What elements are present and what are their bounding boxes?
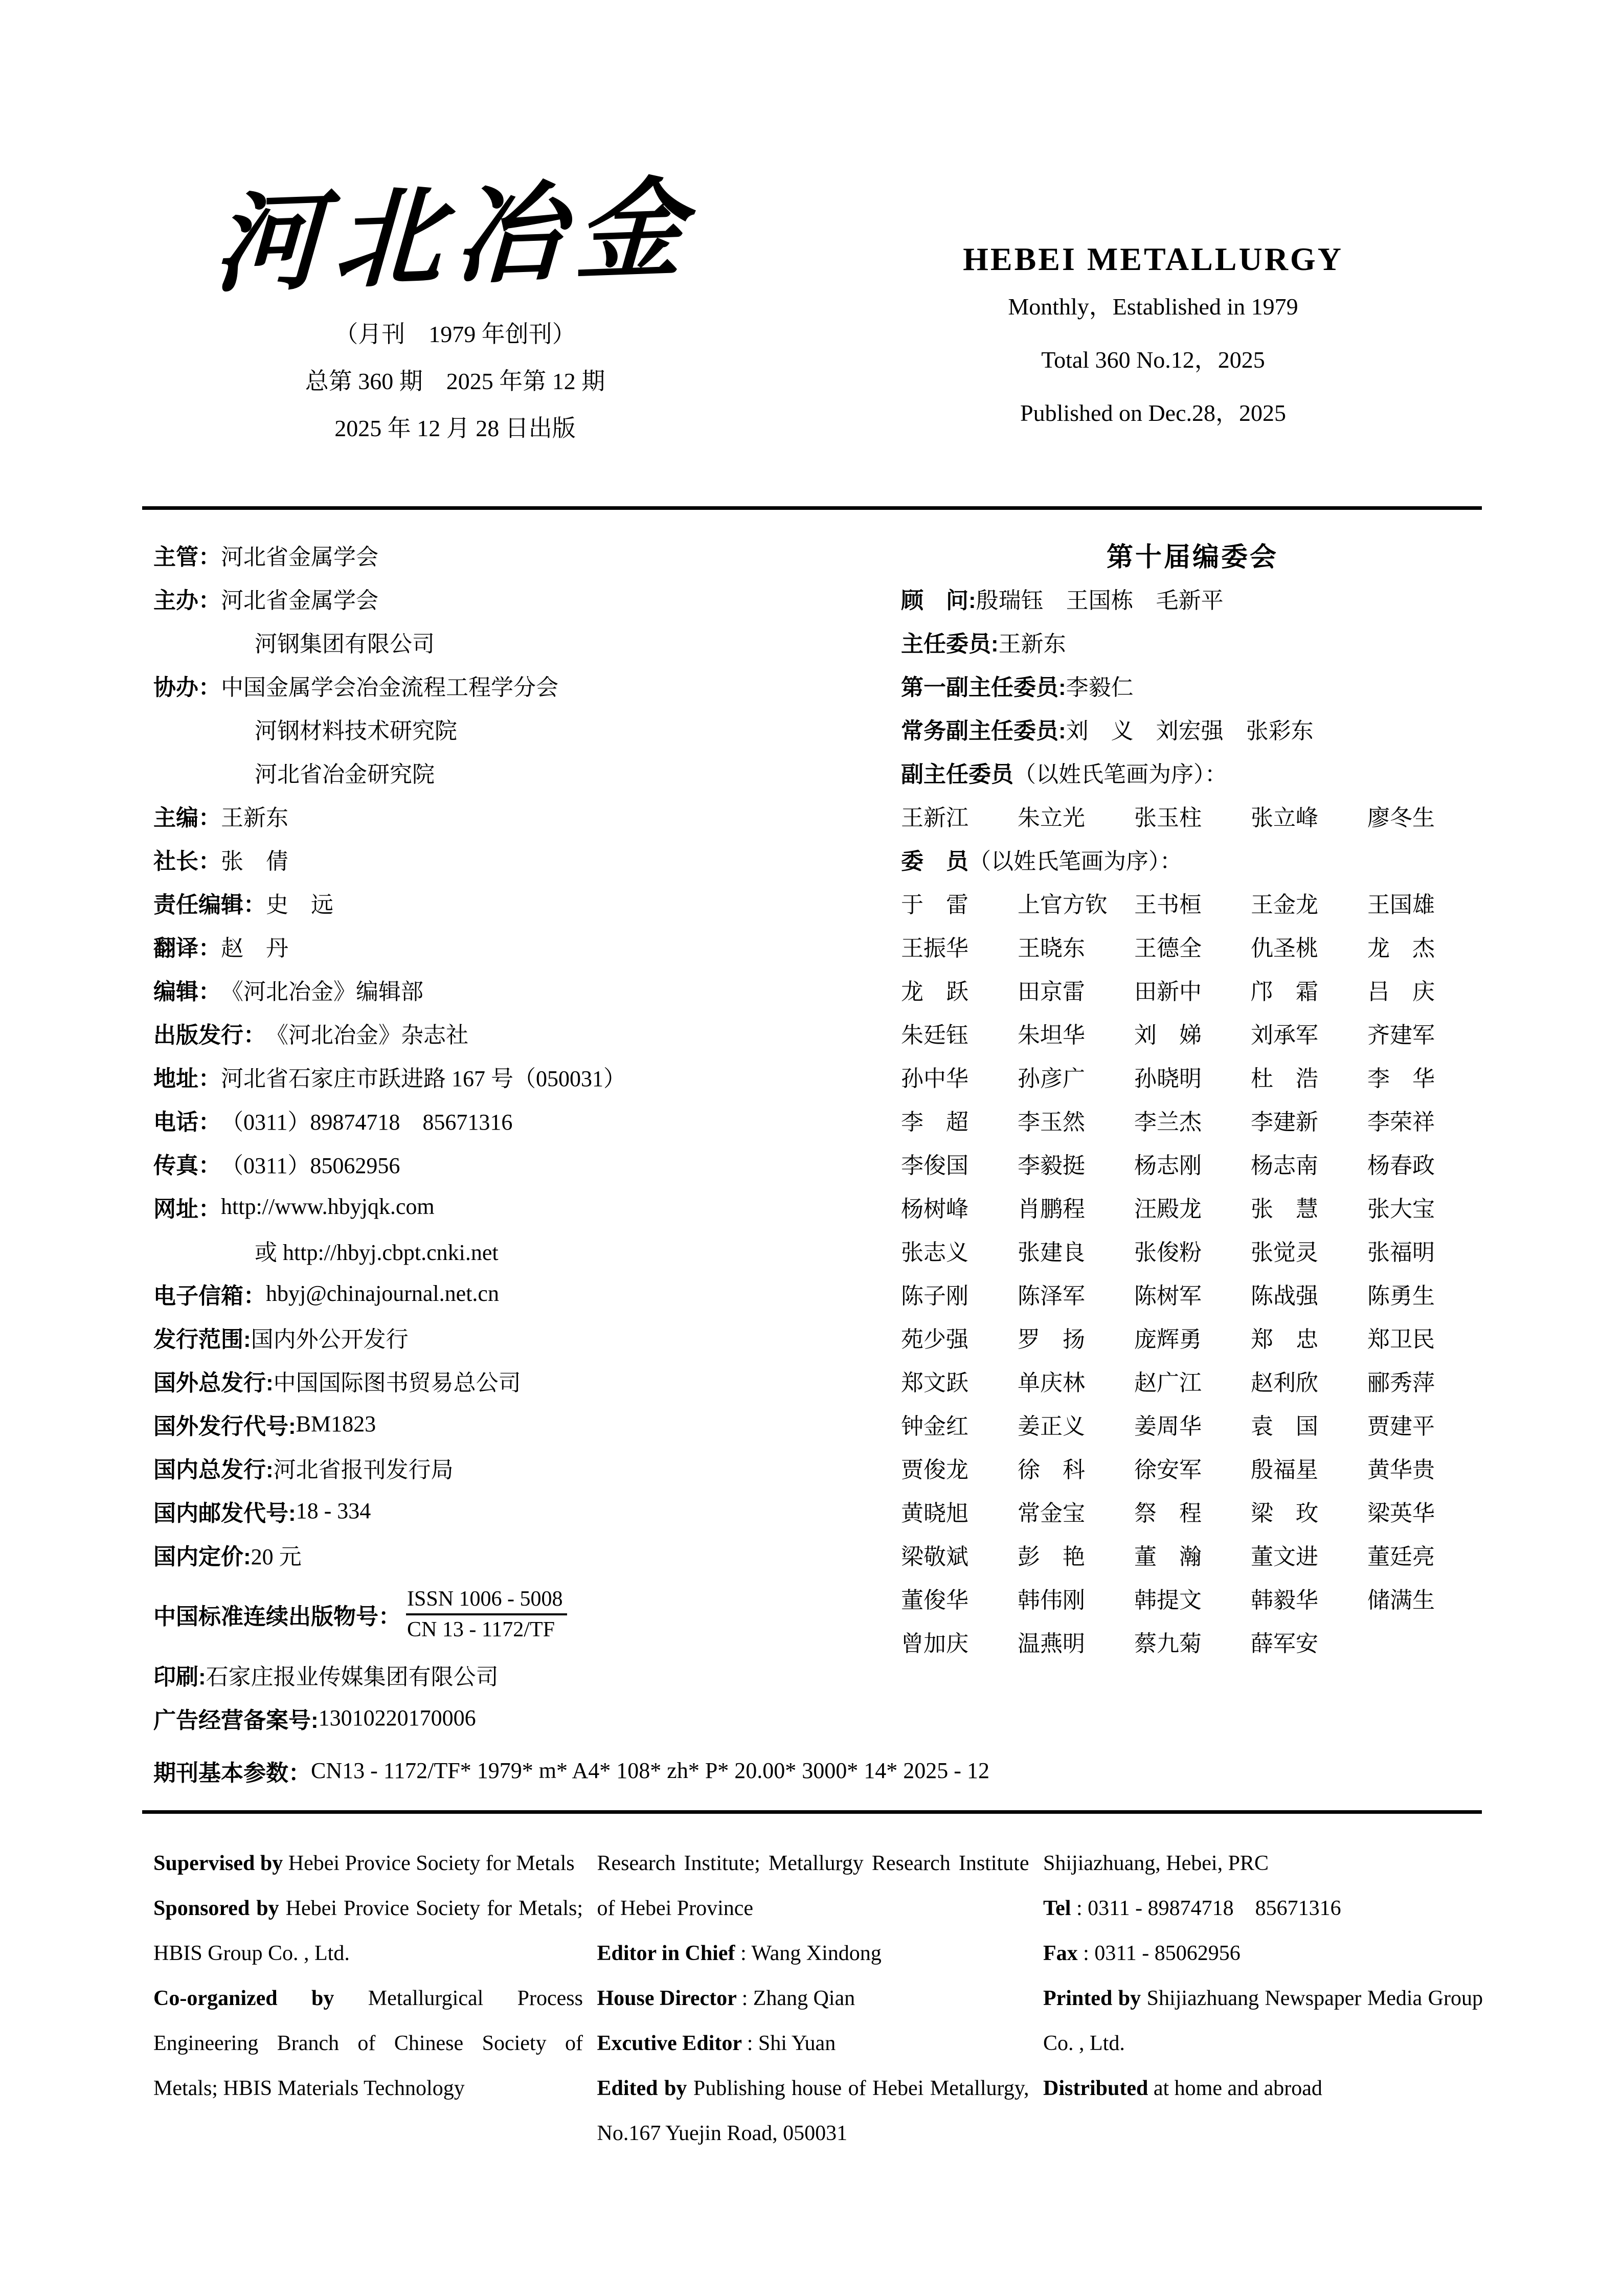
info-label: 地址： — [153, 1066, 221, 1091]
board-member-name: 韩提文 — [1134, 1587, 1202, 1613]
board-member-name: 王振华 — [901, 935, 968, 961]
footer-paragraph — [597, 2066, 1029, 2156]
info-row — [153, 924, 895, 967]
board-member-name: 董文进 — [1251, 1544, 1318, 1569]
board-member-name: 袁 国 — [1251, 1413, 1318, 1439]
board-member-name: 吕 庆 — [1367, 979, 1435, 1004]
board-member-name: 李毅挺 — [1018, 1153, 1085, 1178]
board-member-name: 殷福星 — [1251, 1457, 1318, 1482]
board-member-name: 徐 科 — [1018, 1457, 1085, 1482]
board-names-row — [901, 1359, 1484, 1402]
info-value: hbyj@chinajournal.net.cn — [266, 1281, 499, 1306]
board-member-name: 李建新 — [1251, 1109, 1318, 1135]
board-member-name: 李玉然 — [1018, 1109, 1085, 1135]
info-label: 国内定价: — [153, 1544, 251, 1569]
editorial-board-column — [901, 533, 1484, 1663]
board-member-name: 龙 跃 — [901, 979, 968, 1004]
info-label: 电话： — [153, 1109, 221, 1135]
board-names-row — [901, 1533, 1484, 1576]
info-row — [153, 663, 895, 707]
board-member-name: 董 瀚 — [1134, 1544, 1202, 1569]
divider-bottom — [142, 1810, 1482, 1814]
board-names-row — [901, 1228, 1484, 1272]
footer-column — [153, 1841, 583, 2156]
board-member-name: 张大宝 — [1367, 1196, 1435, 1222]
publication-info-column — [153, 533, 895, 1740]
board-member-name: 齐建军 — [1367, 1022, 1435, 1048]
board-member-name: 李荣祥 — [1367, 1109, 1435, 1135]
board-member-name: 陈泽军 — [1018, 1283, 1085, 1309]
board-member-name: 张立峰 — [1251, 805, 1318, 830]
info-label: 主管： — [153, 544, 221, 570]
info-value: 河钢材料技术研究院 — [255, 718, 457, 744]
board-member-name: 贾俊龙 — [901, 1457, 968, 1482]
board-names-row — [901, 1141, 1484, 1185]
footer-lead-in: Co-organized by — [153, 1987, 368, 2010]
info-row — [153, 750, 895, 794]
board-member-name: 上官方钦 — [1018, 892, 1108, 917]
board-member-name: 薛军安 — [1251, 1631, 1318, 1656]
board-member-name: 陈勇生 — [1367, 1283, 1435, 1309]
board-names-row — [901, 1098, 1484, 1141]
info-row — [153, 1315, 895, 1359]
info-value: （0311）85062956 — [221, 1153, 400, 1178]
info-row — [153, 1489, 895, 1533]
board-member-name: 孙彦广 — [1018, 1066, 1085, 1091]
board-member-name: 王书桓 — [1134, 892, 1202, 917]
board-role-label: 委 员 — [901, 848, 968, 874]
info-value: 史 远 — [266, 892, 333, 917]
info-value: （0311）89874718 85671316 — [221, 1109, 513, 1135]
board-names-row — [901, 1489, 1484, 1533]
board-member-name: 张福明 — [1367, 1240, 1435, 1265]
info-row — [153, 1272, 895, 1315]
board-member-name: 田新中 — [1134, 979, 1202, 1004]
info-row — [153, 620, 895, 663]
board-member-name: 田京雷 — [1018, 979, 1085, 1004]
board-member-name: 蔡九菊 — [1134, 1631, 1202, 1656]
board-member-name: 杨树峰 — [901, 1196, 968, 1222]
board-role-names: 殷瑞钰 王国栋 毛新平 — [976, 588, 1224, 613]
footer-paragraph — [1043, 1886, 1483, 1931]
info-row — [153, 1653, 895, 1696]
board-role-row — [901, 663, 1484, 707]
footer-text: Hebei Provice Society for Metals — [288, 1852, 575, 1875]
board-member-name: 张俊粉 — [1134, 1240, 1202, 1265]
info-value: 河钢集团有限公司 — [255, 631, 435, 657]
board-title: 第十届编委会 — [1106, 543, 1278, 572]
info-value: 张 倩 — [221, 848, 288, 874]
info-label: 出版发行： — [153, 1022, 266, 1048]
board-member-name: 常金宝 — [1018, 1500, 1085, 1526]
info-value: 河北省金属学会 — [221, 544, 378, 570]
board-member-name: 苑少强 — [901, 1326, 968, 1352]
board-role-note: （以姓氏笔画为序）： — [1013, 761, 1227, 787]
info-label: 协办： — [153, 674, 221, 700]
board-member-name: 李兰杰 — [1134, 1109, 1202, 1135]
board-names-row — [901, 1011, 1484, 1054]
info-row — [153, 1185, 895, 1228]
board-member-name: 庞辉勇 — [1134, 1326, 1202, 1352]
board-member-name: 董俊华 — [901, 1587, 968, 1613]
footer-paragraph — [1043, 1841, 1483, 1886]
board-member-name: 杜 浩 — [1251, 1066, 1318, 1091]
en-subtitle-pubdate: Published on Dec.28，2025 — [1020, 400, 1286, 426]
info-row — [153, 707, 895, 750]
info-row — [153, 794, 895, 837]
board-member-name: 单庆林 — [1018, 1370, 1085, 1395]
info-label: 网址： — [153, 1196, 221, 1222]
board-member-name: 赵利欣 — [1251, 1370, 1318, 1395]
board-member-name: 汪殿龙 — [1134, 1196, 1202, 1222]
journal-logo: 河北冶金 — [211, 164, 699, 308]
masthead-right — [828, 240, 1478, 438]
info-value: 中国金属学会冶金流程工程学分会 — [221, 674, 558, 700]
footer-paragraph — [153, 1976, 583, 2111]
board-role-label: 顾 问: — [901, 588, 976, 613]
footer-text: : Wang Xindong — [740, 1942, 882, 1965]
board-member-name: 梁英华 — [1367, 1500, 1435, 1526]
board-member-name: 姜周华 — [1134, 1413, 1202, 1439]
en-subtitle-frequency: Monthly，Established in 1979 — [1008, 294, 1298, 320]
board-member-name: 刘承军 — [1251, 1022, 1318, 1048]
info-value: 王新东 — [221, 805, 288, 830]
footer-column — [597, 1841, 1029, 2156]
footer-paragraph — [1043, 1976, 1483, 2066]
board-member-name: 梁敬斌 — [901, 1544, 968, 1569]
board-names-row — [901, 1446, 1484, 1489]
board-member-name: 董廷亮 — [1367, 1544, 1435, 1569]
footer-lead-in: Editor in Chief — [597, 1942, 740, 1965]
footer-text: : 0311 - 89874718 85671316 — [1076, 1897, 1341, 1920]
info-row — [153, 1228, 895, 1272]
board-member-name: 张建良 — [1018, 1240, 1085, 1265]
info-row — [153, 881, 895, 924]
board-role-names: 李毅仁 — [1066, 674, 1134, 700]
board-role-row — [901, 620, 1484, 663]
issn-cn-fraction — [406, 1586, 567, 1644]
info-row — [153, 1359, 895, 1402]
info-value: 国内外公开发行 — [251, 1326, 409, 1352]
cn-number: CN 13 - 1172/TF — [407, 1618, 555, 1641]
info-row — [153, 1533, 895, 1576]
footer-paragraph — [597, 1931, 1029, 1976]
board-member-name: 孙中华 — [901, 1066, 968, 1091]
info-row — [153, 967, 895, 1011]
footer-text: Shijiazhuang, Hebei, PRC — [1043, 1852, 1269, 1875]
board-member-name: 杨春政 — [1367, 1153, 1435, 1178]
footer-paragraph — [597, 1976, 1029, 2021]
info-label: 传真： — [153, 1153, 221, 1178]
board-member-name: 姜正义 — [1018, 1413, 1085, 1439]
board-member-name: 温燕明 — [1018, 1631, 1085, 1656]
board-member-name: 李 超 — [901, 1109, 968, 1135]
board-names-row — [901, 881, 1484, 924]
board-names-row — [901, 924, 1484, 967]
board-member-name: 王金龙 — [1251, 892, 1318, 917]
info-value: 《河北冶金》编辑部 — [221, 979, 423, 1004]
board-role-row — [901, 750, 1484, 794]
board-member-name: 赵广江 — [1134, 1370, 1202, 1395]
info-row — [153, 1098, 895, 1141]
board-member-name: 王德全 — [1134, 935, 1202, 961]
info-label: 广告经营备案号: — [153, 1707, 319, 1733]
info-value: 13010220170006 — [318, 1705, 476, 1730]
info-row — [153, 1402, 895, 1446]
board-role-note: （以姓氏笔画为序）： — [968, 848, 1182, 874]
journal-parameters-row — [153, 1749, 989, 1792]
footer-text: Shijiazhuang Newspaper Media Group Co. , Ltd. — [1043, 1987, 1483, 2055]
board-role-label: 主任委员: — [901, 631, 999, 657]
footer-lead-in: Supervised by — [153, 1852, 288, 1875]
issn-cn-row — [153, 1576, 895, 1653]
info-value: 赵 丹 — [221, 935, 288, 961]
board-member-name: 徐安军 — [1134, 1457, 1202, 1482]
info-value: 河北省石家庄市跃进路 167 号（050031） — [221, 1066, 626, 1091]
info-value: 河北省报刊发行局 — [273, 1457, 454, 1482]
footer-lead-in: House Director — [597, 1987, 742, 2010]
info-value: 18 - 334 — [296, 1498, 371, 1523]
board-member-name: 郑 忠 — [1251, 1326, 1318, 1352]
footer-text: Research Institute; Metallurgy Research Institute of Hebei Province — [597, 1852, 1029, 1920]
footer-paragraph — [153, 1886, 583, 1976]
board-member-name: 朱坦华 — [1018, 1022, 1085, 1048]
board-member-name: 于 雷 — [901, 892, 968, 917]
footer-lead-in: Sponsored by — [153, 1897, 286, 1920]
info-value: 《河北冶金》杂志社 — [266, 1022, 468, 1048]
info-value: 石家庄报业传媒集团有限公司 — [206, 1664, 499, 1690]
board-member-name: 张玉柱 — [1134, 805, 1202, 830]
info-row — [153, 1696, 895, 1740]
footer-paragraph — [1043, 1931, 1483, 1976]
board-role-label: 副主任委员 — [901, 761, 1013, 787]
board-names-row — [901, 1576, 1484, 1619]
board-member-name: 张志义 — [901, 1240, 968, 1265]
board-role-label: 常务副主任委员: — [901, 718, 1066, 744]
footer-lead-in: Edited by — [597, 2077, 693, 2100]
board-member-name: 仇圣桃 — [1251, 935, 1318, 961]
journal-parameters-value: CN13 - 1172/TF* 1979* m* A4* 108* zh* P* 20.00* 3000* 14* 2025 - 12 — [311, 1758, 989, 1783]
board-names-row — [901, 1402, 1484, 1446]
footer-lead-in: Printed by — [1043, 1987, 1147, 2010]
info-value: http://www.hbyjqk.com — [221, 1194, 435, 1219]
cn-subtitle-frequency: （月刊 1979 年创刊） — [334, 321, 576, 347]
footer-text: Metallurgical Process Engineering Branch of Chinese Society of Metals; HBIS Materials Technology — [153, 1987, 583, 2100]
info-label: 编辑： — [153, 979, 221, 1004]
info-row — [153, 1141, 895, 1185]
footer-paragraph — [597, 2021, 1029, 2066]
footer-text: Hebei Provice Society for Metals; HBIS Group Co. , Ltd. — [153, 1897, 583, 1965]
board-rows — [901, 576, 1484, 1663]
board-member-name: 陈子刚 — [901, 1283, 968, 1309]
board-member-name: 郦秀萍 — [1367, 1370, 1435, 1395]
info-value: 中国国际图书贸易总公司 — [273, 1370, 521, 1395]
board-member-name: 孙晓明 — [1134, 1066, 1202, 1091]
board-member-name: 肖鹏程 — [1018, 1196, 1085, 1222]
board-member-name: 李 华 — [1367, 1066, 1435, 1091]
footer-text: Publishing house of Hebei Metallurgy, No.167 Yuejin Road, 050031 — [597, 2077, 1029, 2145]
board-member-name: 张觉灵 — [1251, 1240, 1318, 1265]
board-member-name: 韩伟刚 — [1018, 1587, 1085, 1613]
board-member-name: 罗 扬 — [1018, 1326, 1085, 1352]
board-member-name: 朱立光 — [1018, 805, 1085, 830]
board-names-row — [901, 1315, 1484, 1359]
board-names-row — [901, 967, 1484, 1011]
board-member-name: 郑文跃 — [901, 1370, 968, 1395]
board-role-row — [901, 707, 1484, 750]
board-member-name: 祭 程 — [1134, 1500, 1202, 1526]
board-member-name: 王新江 — [901, 805, 968, 830]
cn-subtitle-issue: 总第 360 期 2025 年第 12 期 — [305, 368, 605, 394]
info-row — [153, 1446, 895, 1489]
board-names-row — [901, 1054, 1484, 1098]
info-row — [153, 576, 895, 620]
board-member-name: 储满生 — [1367, 1587, 1435, 1613]
issn-number: ISSN 1006 - 5008 — [406, 1586, 567, 1616]
info-label: 印刷: — [153, 1664, 206, 1690]
info-label: 发行范围: — [153, 1326, 251, 1352]
board-member-name: 朱廷钰 — [901, 1022, 968, 1048]
info-label: 责任编辑： — [153, 892, 266, 917]
board-member-name: 张 慧 — [1251, 1196, 1318, 1222]
footer-column — [1043, 1841, 1483, 2156]
info-label: 中国标准连续出版物号： — [153, 1604, 401, 1629]
footer-lead-in: Fax — [1043, 1942, 1084, 1965]
board-member-name: 陈战强 — [1251, 1283, 1318, 1309]
footer-text: : Shi Yuan — [747, 2032, 836, 2055]
board-member-name: 彭 艳 — [1018, 1544, 1085, 1569]
board-role-names: 王新东 — [998, 631, 1066, 657]
board-member-name: 贾建平 — [1367, 1413, 1435, 1439]
board-names-row — [901, 794, 1484, 837]
board-member-name: 黄晓旭 — [901, 1500, 968, 1526]
board-names-row — [901, 1185, 1484, 1228]
info-value: 河北省金属学会 — [221, 588, 378, 613]
divider-top — [142, 506, 1482, 510]
board-member-name: 杨志南 — [1251, 1153, 1318, 1178]
info-row — [153, 837, 895, 881]
cn-subtitle-pubdate: 2025 年 12 月 28 日出版 — [334, 415, 576, 441]
footer-lead-in: Distributed — [1043, 2077, 1154, 2100]
info-label: 国内邮发代号: — [153, 1500, 296, 1526]
info-label: 国外总发行: — [153, 1370, 274, 1395]
board-member-name: 李俊国 — [901, 1153, 968, 1178]
masthead-left — [138, 164, 772, 450]
board-role-row — [901, 837, 1484, 881]
info-value: 或 http://hbyj.cbpt.cnki.net — [255, 1240, 499, 1265]
board-member-name: 郑卫民 — [1367, 1326, 1435, 1352]
board-role-label: 第一副主任委员: — [901, 674, 1066, 700]
info-label: 翻译： — [153, 935, 221, 961]
footer-text: : 0311 - 85062956 — [1083, 1942, 1241, 1965]
board-member-name: 陈树军 — [1134, 1283, 1202, 1309]
board-member-name: 杨志刚 — [1134, 1153, 1202, 1178]
footer-paragraph — [1043, 2066, 1483, 2111]
info-label: 主办： — [153, 588, 221, 613]
info-row — [153, 1011, 895, 1054]
board-member-name: 廖冬生 — [1367, 805, 1435, 830]
board-names-row — [901, 1272, 1484, 1315]
board-member-name: 黄华贵 — [1367, 1457, 1435, 1482]
info-label: 主编： — [153, 805, 221, 830]
info-value: 20 元 — [251, 1544, 302, 1569]
board-role-row — [901, 576, 1484, 620]
board-member-name: 梁 玫 — [1251, 1500, 1318, 1526]
footer-paragraph — [597, 1841, 1029, 1931]
info-row — [153, 533, 895, 576]
board-member-name: 龙 杰 — [1367, 935, 1435, 961]
info-label: 国外发行代号: — [153, 1413, 296, 1439]
footer-paragraph — [153, 1841, 583, 1886]
board-member-name: 钟金红 — [901, 1413, 968, 1439]
board-member-name: 王国雄 — [1367, 892, 1435, 917]
board-member-name: 韩毅华 — [1251, 1587, 1318, 1613]
board-member-name: 王晓东 — [1018, 935, 1085, 961]
board-names-row — [901, 1619, 1484, 1663]
english-colophon — [153, 1841, 1483, 2156]
info-row — [153, 1054, 895, 1098]
board-member-name: 刘 娣 — [1134, 1022, 1202, 1048]
info-value: BM1823 — [296, 1411, 376, 1436]
info-label: 社长： — [153, 848, 221, 874]
footer-lead-in: Tel — [1043, 1897, 1076, 1920]
journal-parameters-label: 期刊基本参数： — [153, 1760, 311, 1786]
board-member-name: 邝 霜 — [1251, 979, 1318, 1004]
footer-text: at home and abroad — [1153, 2077, 1322, 2100]
journal-title-en: HEBEI METALLURGY — [963, 241, 1343, 277]
footer-text: : Zhang Qian — [741, 1987, 855, 2010]
footer-lead-in: Excutive Editor — [597, 2032, 747, 2055]
en-subtitle-issue: Total 360 No.12，2025 — [1041, 347, 1265, 373]
info-label: 国内总发行: — [153, 1457, 274, 1482]
board-member-name: 曾加庆 — [901, 1631, 968, 1656]
info-label: 电子信箱： — [153, 1283, 266, 1309]
info-value: 河北省冶金研究院 — [255, 761, 435, 787]
board-role-names: 刘 义 刘宏强 张彩东 — [1066, 718, 1314, 744]
